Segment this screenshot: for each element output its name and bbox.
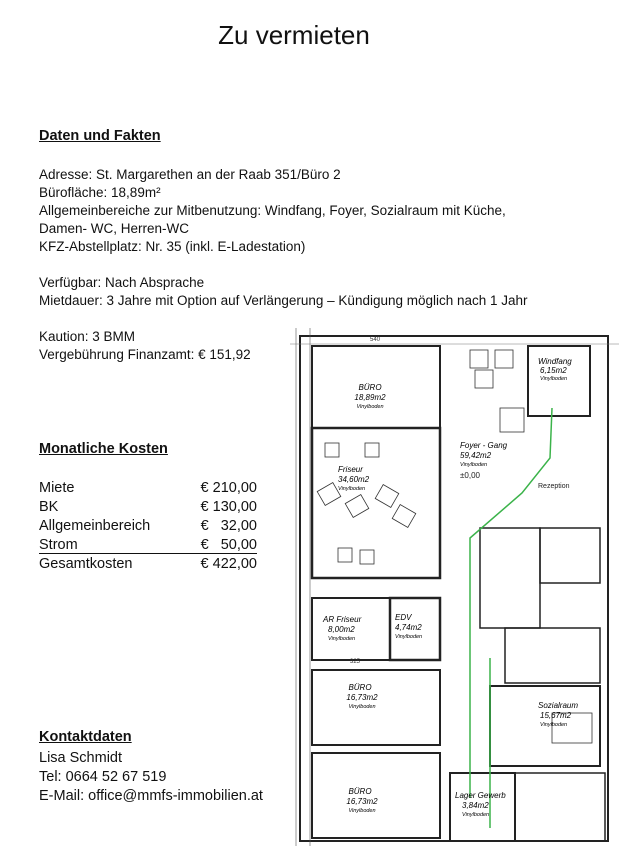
svg-text:Vinylboden: Vinylboden — [540, 376, 568, 382]
facts-common-areas: Allgemeinbereiche zur Mitbenutzung: Windfang, Foyer, Sozialraum mit Küche, — [39, 203, 506, 218]
room-sozialraum — [538, 701, 578, 728]
svg-text:Lager Gewerb: Lager Gewerb — [455, 791, 506, 800]
room-buero-top — [354, 383, 386, 410]
svg-text:Vinylboden: Vinylboden — [462, 812, 490, 818]
floor-plan — [290, 328, 619, 846]
svg-text:Vinylboden: Vinylboden — [395, 634, 423, 640]
svg-text:Vinylboden: Vinylboden — [338, 486, 366, 492]
floor-plan-drawing — [290, 328, 619, 846]
svg-text:Vinylboden: Vinylboden — [540, 722, 568, 728]
facts-office-area: Bürofläche: 18,89m² — [39, 185, 161, 200]
svg-text:18,89m2: 18,89m2 — [354, 393, 386, 402]
svg-text:Windfang: Windfang — [538, 357, 572, 366]
svg-text:Sozialraum: Sozialraum — [538, 701, 579, 710]
facts-heading: Daten und Fakten — [39, 128, 161, 144]
contact-phone: Tel: 0664 52 67 519 — [39, 769, 167, 785]
svg-text:Vinylboden: Vinylboden — [328, 636, 356, 642]
room-buero-bottom — [346, 787, 378, 814]
svg-text:8,00m2: 8,00m2 — [328, 625, 355, 634]
contact-email: E-Mail: office@mmfs-immobilien.at — [39, 788, 263, 804]
cost-value: € 130,00 — [200, 499, 257, 515]
svg-text:BÜRO: BÜRO — [348, 787, 372, 796]
cost-value: € 32,00 — [200, 518, 257, 534]
svg-text:59,42m2: 59,42m2 — [460, 451, 492, 460]
svg-text:Vinylboden: Vinylboden — [348, 808, 376, 814]
cost-label: Allgemeinbereich — [39, 518, 151, 534]
svg-text:BÜRO: BÜRO — [348, 683, 372, 692]
cost-row-power — [39, 537, 257, 554]
room-lager — [455, 791, 506, 818]
facts-availability: Verfügbar: Nach Absprache — [39, 275, 205, 290]
facts-common-areas-cont: Damen- WC, Herren-WC — [39, 221, 190, 236]
facts-deposit: Kaution: 3 BMM — [39, 329, 136, 344]
cost-row-common — [39, 518, 257, 534]
room-ar-friseur — [322, 615, 362, 642]
reception-label: Rezeption — [538, 483, 570, 490]
svg-text:16,73m2: 16,73m2 — [346, 797, 378, 806]
room-windfang — [538, 357, 572, 382]
svg-text:Vinylboden: Vinylboden — [348, 704, 376, 710]
cost-row-total — [39, 556, 257, 572]
page-title: Zu vermieten — [218, 20, 370, 50]
room-friseur — [338, 465, 370, 492]
cost-label: Strom — [39, 537, 78, 553]
costs-heading: Monatliche Kosten — [39, 441, 168, 457]
svg-text:4,74m2: 4,74m2 — [395, 623, 422, 632]
svg-text:Friseur: Friseur — [338, 465, 363, 474]
svg-text:6,15m2: 6,15m2 — [540, 366, 567, 375]
svg-text:BÜRO: BÜRO — [358, 383, 382, 392]
svg-text:Foyer - Gang: Foyer - Gang — [460, 441, 508, 450]
dimension-label: 325 — [350, 659, 361, 665]
facts-parking: KFZ-Abstellplatz: Nr. 35 (inkl. E-Ladestation) — [39, 239, 306, 254]
facts-rental-period: Mietdauer: 3 Jahre mit Option auf Verlängerung – Kündigung möglich nach 1 Jahr — [39, 293, 528, 308]
room-foyer — [460, 441, 508, 468]
svg-text:15,67m2: 15,67m2 — [540, 711, 572, 720]
cost-value: € 210,00 — [200, 480, 257, 496]
cost-value: € 422,00 — [200, 556, 257, 572]
svg-text:Vinylboden: Vinylboden — [460, 462, 488, 468]
svg-text:34,60m2: 34,60m2 — [338, 475, 370, 484]
svg-text:3,84m2: 3,84m2 — [462, 801, 489, 810]
facts-fee: Vergebührung Finanzamt: € 151,92 — [39, 347, 251, 362]
cost-label: Miete — [39, 480, 75, 496]
cost-row-bk — [39, 499, 257, 515]
facts-address: Adresse: St. Margarethen an der Raab 351/Büro 2 — [39, 167, 341, 182]
cost-row-rent — [39, 480, 257, 496]
svg-text:EDV: EDV — [395, 613, 412, 622]
cost-label: Gesamtkosten — [39, 556, 133, 572]
room-edv — [395, 613, 422, 640]
contact-name: Lisa Schmidt — [39, 750, 123, 766]
dimension-label: 540 — [370, 337, 381, 343]
svg-text:Vinylboden: Vinylboden — [356, 404, 384, 410]
contact-heading: Kontaktdaten — [39, 729, 132, 745]
svg-text:16,73m2: 16,73m2 — [346, 693, 378, 702]
svg-text:AR Friseur: AR Friseur — [323, 615, 362, 624]
cost-value: € 50,00 — [200, 537, 257, 553]
room-buero-middle — [346, 683, 378, 710]
cost-label: BK — [39, 499, 59, 515]
level-label: ±0,00 — [460, 471, 480, 480]
